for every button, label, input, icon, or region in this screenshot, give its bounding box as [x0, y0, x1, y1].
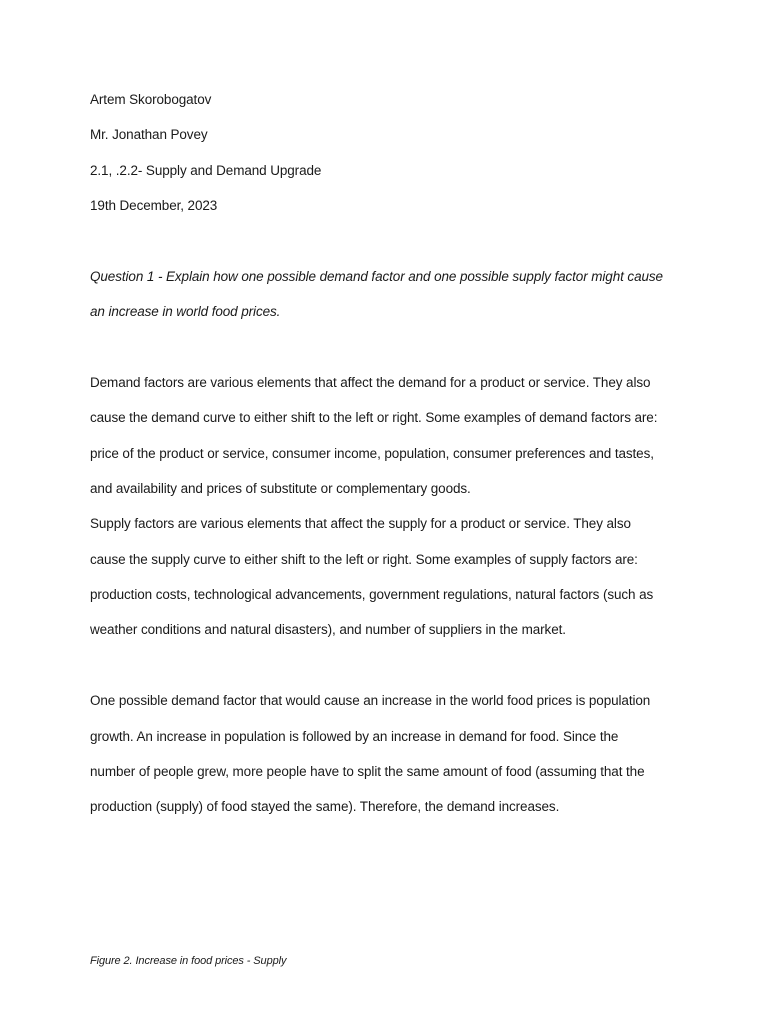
paragraph-line: growth. An increase in population is followed by an increase in demand for food. Since the: [90, 729, 619, 744]
assignment-title: 2.1, .2.2- Supply and Demand Upgrade: [90, 163, 322, 178]
paragraph-line: cause the demand curve to either shift to the left or right. Some examples of demand factors are:: [90, 410, 658, 425]
paragraph-line: One possible demand factor that would cause an increase in the world food prices is population: [90, 693, 651, 708]
teacher-name: Mr. Jonathan Povey: [90, 127, 208, 142]
question-line: Question 1 - Explain how one possible demand factor and one possible supply factor might cause: [90, 269, 663, 284]
paragraph-line: production (supply) of food stayed the same). Therefore, the demand increases.: [90, 799, 560, 814]
paragraph-line: weather conditions and natural disasters), and number of suppliers in the market.: [90, 622, 566, 637]
paragraph-line: and availability and prices of substitute or complementary goods.: [90, 481, 471, 496]
paragraph-line: price of the product or service, consumer income, population, consumer preferences and tastes,: [90, 446, 654, 461]
paragraph-line: number of people grew, more people have to split the same amount of food (assuming that the: [90, 764, 645, 779]
paragraph-line: Demand factors are various elements that affect the demand for a product or service. They also: [90, 375, 651, 390]
paragraph-line: production costs, technological advancements, government regulations, natural factors (such as: [90, 587, 654, 602]
question-line: an increase in world food prices.: [90, 304, 281, 319]
paragraph-line: cause the supply curve to either shift to the left or right. Some examples of supply factors are:: [90, 552, 638, 567]
document-date: 19th December, 2023: [90, 198, 218, 213]
paragraph-line: Supply factors are various elements that affect the supply for a product or service. They also: [90, 516, 631, 531]
figure-caption: Figure 2. Increase in food prices - Supply: [90, 955, 287, 967]
author-name: Artem Skorobogatov: [90, 92, 212, 107]
